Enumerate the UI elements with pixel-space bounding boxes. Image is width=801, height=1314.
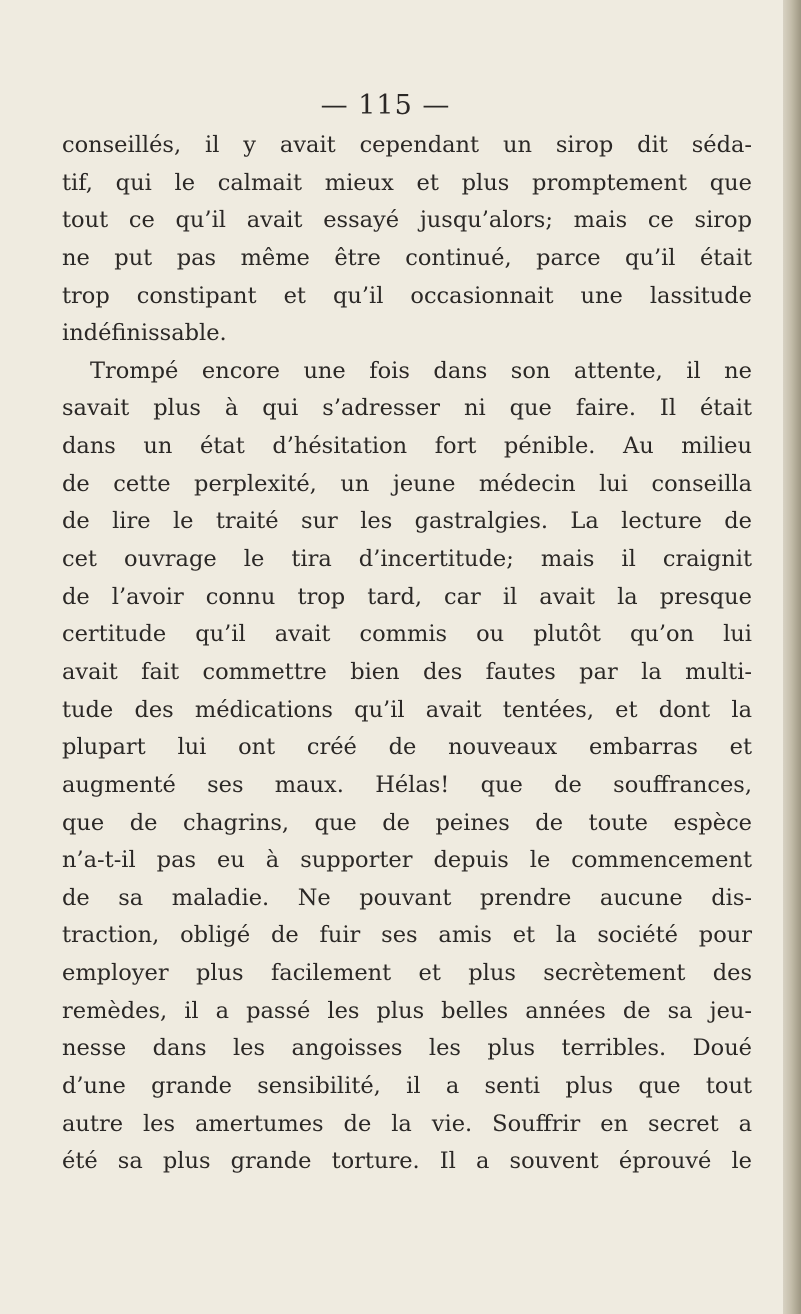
text-line: plupart lui ont créé de nouveaux embarras et — [62, 734, 752, 761]
text-line: conseillés, il y avait cependant un sirop dit séda- — [62, 132, 752, 158]
text-line: trop constipant et qu’il occasionnait une lassitude — [62, 282, 752, 309]
text-line: cet ouvrage le tira d’incertitude; mais il craignit — [62, 546, 752, 573]
text-line: traction, obligé de fuir ses amis et la société pour — [62, 922, 752, 949]
text-line: d’une grande sensibilité, il a senti plus que tout — [62, 1073, 752, 1100]
text-line: savait plus à qui s’adresser ni que faire. Il était — [62, 395, 752, 422]
text-line: de l’avoir connu trop tard, car il avait la presque — [62, 583, 752, 610]
text-line: indéfinissable. — [62, 320, 227, 347]
text-line: remèdes, il a passé les plus belles années de sa jeu- — [62, 997, 752, 1024]
text-line: été sa plus grande torture. Il a souvent éprouvé le — [62, 1148, 752, 1175]
text-line: tude des médications qu’il avait tentées, et dont la — [62, 696, 752, 723]
page-number: — 115 — — [320, 90, 451, 121]
text-line: employer plus facilement et plus secrètement des — [62, 960, 752, 987]
text-line: que de chagrins, que de peines de toute espèce — [62, 809, 752, 836]
text-line: n’a-t-il pas eu à supporter depuis le commencement — [62, 847, 752, 874]
text-line: de cette perplexité, un jeune médecin lui conseilla — [62, 470, 752, 497]
text-line: certitude qu’il avait commis ou plutôt qu’on lui — [62, 621, 752, 648]
text-line: ne put pas même être continué, parce qu’il était — [62, 244, 752, 271]
text-line: de lire le traité sur les gastralgies. La lecture de — [62, 508, 752, 535]
text-line: tif, qui le calmait mieux et plus promptement que — [62, 169, 752, 196]
body-text — [62, 127, 752, 1181]
text-line: tout ce qu’il avait essayé jusqu’alors; mais ce sirop — [62, 207, 752, 234]
text-line: Trompé encore une fois dans son attente, il ne — [90, 357, 752, 384]
text-line: avait fait commettre bien des fautes par la multi- — [62, 658, 752, 685]
text-line: dans un état d’hésitation fort pénible. Au milieu — [62, 433, 752, 460]
page-edge-shadow — [783, 0, 801, 1314]
text-line: autre les amertumes de la vie. Souffrir en secret a — [62, 1110, 752, 1137]
text-line: nesse dans les angoisses les plus terribles. Doué — [62, 1035, 752, 1062]
text-line: augmenté ses maux. Hélas! que de souffrances, — [62, 771, 752, 798]
text-line: de sa maladie. Ne pouvant prendre aucune dis- — [62, 884, 752, 911]
